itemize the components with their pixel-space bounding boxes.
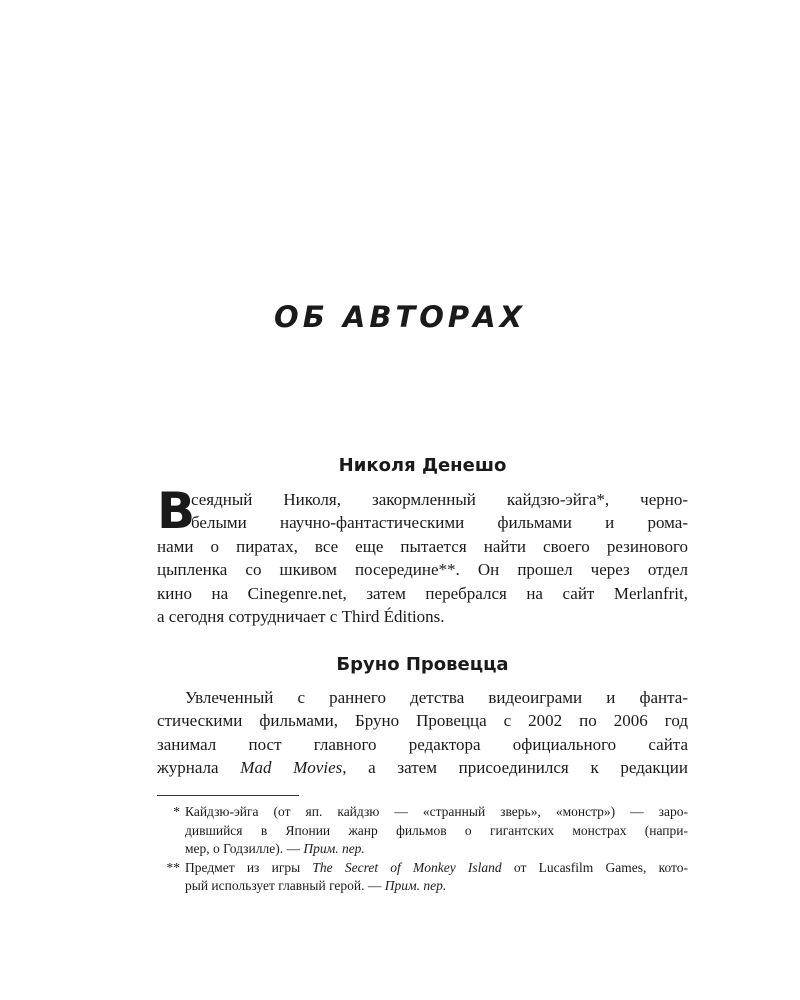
footnote-text: мер, о Годзилле). —: [185, 841, 304, 857]
bio-line: стическими фильмами, Бруно Провецца с 2002 по 2006 год: [157, 711, 688, 731]
footnote-line: дившийся в Японии жанр фильмов о гигантских монстрах (напри-: [185, 822, 688, 838]
bio-line: сеядный Николя, закормленный кайдзю-эйга*, черно-: [191, 490, 688, 509]
bio-line: [157, 756, 688, 779]
footnotes: [157, 803, 688, 896]
translator-note: Прим. пер.: [303, 841, 365, 857]
bio-line: занимал пост главного редактора официального сайта: [157, 734, 688, 754]
footnote-mark: *: [173, 804, 180, 819]
footnote-line: [185, 840, 688, 859]
author-bio-denechaux: [157, 482, 688, 628]
footnote-divider: [157, 795, 299, 796]
magazine-title: Mad Movies: [240, 758, 343, 778]
bio-text: журнала: [157, 758, 241, 778]
translator-note: Прим. пер.: [384, 878, 447, 894]
bio-line: нами о пиратах, все еще пытается найти своего резинового: [157, 536, 688, 556]
footnote-text: от Lucasfilm Games, кото-: [501, 859, 689, 875]
footnote-text: Предмет из игры: [185, 859, 313, 875]
bio-text: , а затем присоединился к редакции: [342, 758, 688, 778]
footnote-mark: **: [166, 859, 180, 875]
bio-line: Увлеченный с раннего детства видеоиграми и фанта-: [185, 688, 688, 707]
bio-line: белыми научно-фантастическими фильмами и рома-: [191, 513, 688, 533]
game-title: The Secret of Monkey Island: [312, 859, 502, 875]
footnote-text: рый использует главный герой. —: [185, 878, 385, 894]
bio-line: кино на Cinegenre.net, затем перебрался на сайт Merlanfrit,: [157, 583, 688, 603]
bio-line: цыпленка со шкивом посередине**. Он прошел через отдел: [157, 560, 688, 580]
author-heading-provezza: Бруно Провецца: [336, 654, 509, 675]
bio-line: а сегодня сотрудничает с Third Éditions.: [157, 607, 445, 627]
footnote-2: [157, 859, 688, 896]
author-heading-denechaux: Николя Денешо: [338, 455, 507, 476]
footnote-line: [185, 859, 688, 878]
page-title: ОБ АВТОРАХ: [274, 300, 526, 334]
drop-cap: В: [157, 482, 196, 540]
footnote-1: [157, 803, 688, 859]
footnote-line: [185, 877, 688, 896]
author-bio-provezza: [157, 686, 688, 780]
footnote-line: Кайдзю-эйга (от яп. кайдзю — «странный зверь», «монстр») — заро-: [185, 804, 688, 819]
